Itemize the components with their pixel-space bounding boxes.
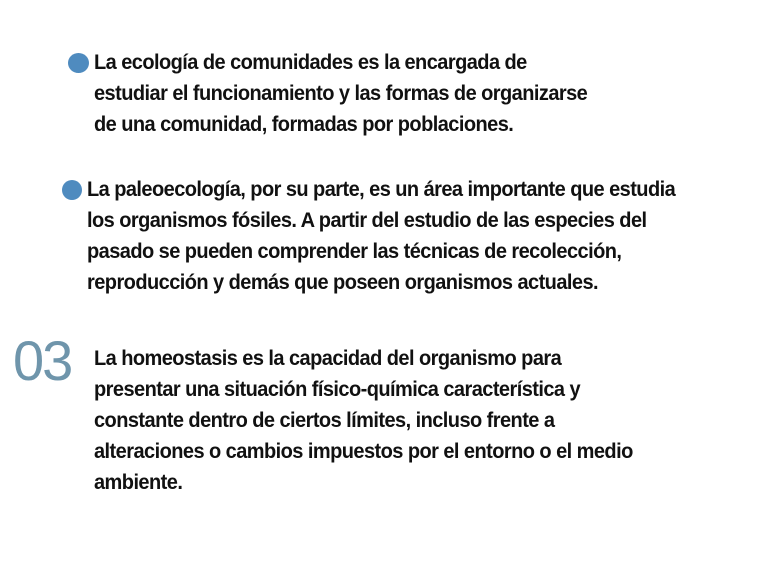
paragraph-line: La ecología de comunidades es la encargada de [94, 50, 527, 74]
paragraph-line: reproducción y demás que poseen organismos actuales. [87, 270, 599, 294]
paragraph-paleoecologia [87, 174, 675, 298]
paragraph-line: constante dentro de ciertos límites, incluso frente a [94, 408, 555, 432]
paragraph-line: de una comunidad, formadas por poblaciones. [94, 112, 514, 136]
paragraph-line: La paleoecología, por su parte, es un área importante que estudia [87, 177, 676, 201]
bullet-icon [62, 180, 82, 200]
paragraph-ecologia-comunidades [94, 47, 587, 140]
paragraph-line: alteraciones o cambios impuestos por el entorno o el medio [94, 439, 633, 463]
section-number: 03 [13, 329, 72, 392]
paragraph-line: ambiente. [94, 470, 183, 494]
bullet-icon [68, 53, 89, 73]
paragraph-line: los organismos fósiles. A partir del estudio de las especies del [87, 208, 647, 232]
paragraph-line: estudiar el funcionamiento y las formas de organizarse [94, 81, 588, 105]
paragraph-line: pasado se pueden comprender las técnicas de recolección, [87, 239, 622, 263]
paragraph-line: presentar una situación físico-química característica y [94, 377, 581, 401]
paragraph-homeostasis [94, 343, 633, 498]
paragraph-line: La homeostasis es la capacidad del organismo para [94, 346, 562, 370]
